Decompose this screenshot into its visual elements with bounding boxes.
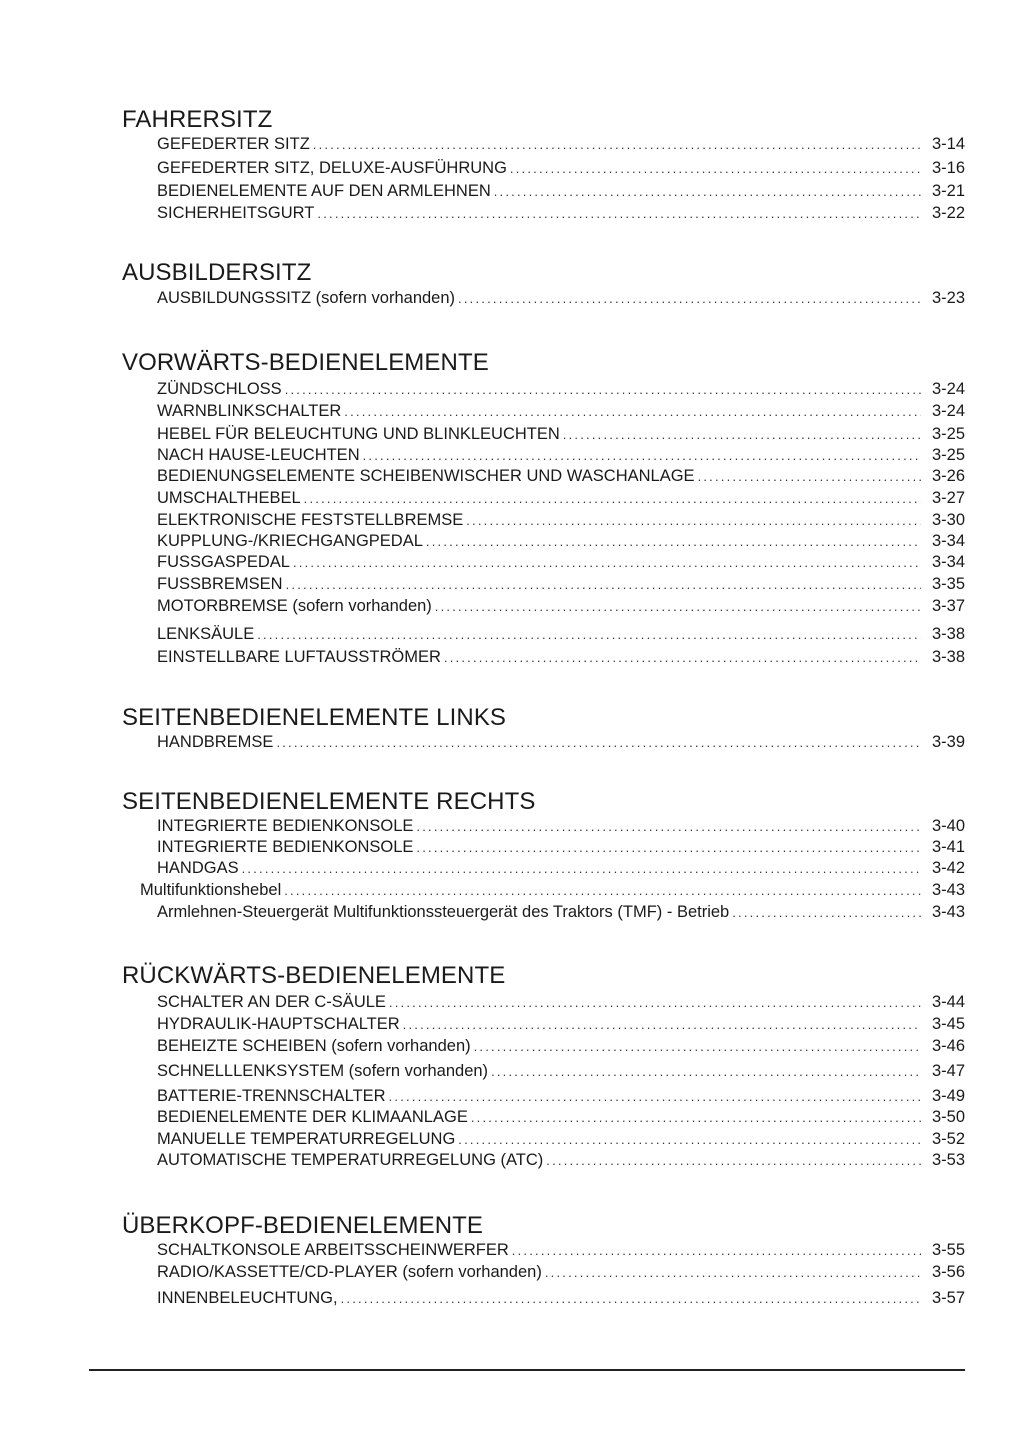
- section-title-ausbildersitz: AUSBILDERSITZ: [122, 259, 312, 286]
- toc-entry[interactable]: [157, 1240, 965, 1260]
- toc-entry[interactable]: [157, 158, 965, 178]
- section-title-seiten-rechts: SEITENBEDIENELEMENTE RECHTS: [122, 788, 536, 815]
- toc-entry-page: 3-14: [931, 135, 965, 153]
- toc-entry-label: UMSCHALTHEBEL: [157, 489, 301, 507]
- leader-dots: [426, 532, 921, 552]
- toc-entry-label: HEBEL FÜR BELEUCHTUNG UND BLINKLEUCHTEN: [157, 425, 560, 443]
- toc-entry-page: 3-39: [931, 733, 965, 751]
- leader-dots: [471, 1108, 921, 1128]
- toc-entry[interactable]: [157, 510, 965, 530]
- toc-entry-page: 3-24: [931, 380, 965, 398]
- toc-entry-page: 3-34: [931, 532, 965, 550]
- toc-entry-label: BEDIENUNGSELEMENTE SCHEIBENWISCHER UND WASCHANLAGE: [157, 467, 695, 485]
- toc-entry[interactable]: [157, 552, 965, 572]
- toc-entry-page: 3-57: [931, 1289, 965, 1307]
- leader-dots: [512, 1241, 921, 1261]
- toc-entry-label: SCHALTKONSOLE ARBEITSSCHEINWERFER: [157, 1241, 509, 1259]
- toc-entry-label: SCHNELLLENKSYSTEM (sofern vorhanden): [157, 1062, 489, 1080]
- toc-entry-page: 3-24: [931, 402, 965, 420]
- leader-dots: [416, 838, 921, 858]
- toc-entry-label: KUPPLUNG-/KRIECHGANGPEDAL: [157, 532, 423, 550]
- leader-dots: [416, 817, 921, 837]
- toc-entry-label: FUSSBREMSEN: [157, 575, 283, 593]
- toc-entry-page: 3-41: [931, 838, 965, 856]
- leader-dots: [304, 489, 921, 509]
- leader-dots: [444, 648, 921, 668]
- toc-entry[interactable]: [157, 1086, 965, 1106]
- toc-entry[interactable]: [157, 858, 965, 878]
- toc-entry-page: 3-21: [931, 182, 965, 200]
- leader-dots: [458, 1130, 921, 1150]
- section-title-ueberkopf: ÜBERKOPF-BEDIENELEMENTE: [122, 1212, 484, 1239]
- toc-entry-page: 3-50: [931, 1108, 965, 1126]
- toc-entry[interactable]: [157, 647, 965, 667]
- toc-entry[interactable]: [157, 1288, 965, 1308]
- toc-entry[interactable]: [157, 1061, 965, 1081]
- toc-entry-label: BATTERIE-TRENNSCHALTER: [157, 1087, 386, 1105]
- toc-entry[interactable]: [157, 531, 965, 551]
- leader-dots: [276, 733, 921, 753]
- toc-entry[interactable]: [157, 1262, 965, 1282]
- toc-entry-label: INTEGRIERTE BEDIENKONSOLE: [157, 817, 414, 835]
- leader-dots: [563, 425, 921, 445]
- toc-entry-page: 3-25: [931, 446, 965, 464]
- toc-entry-page: 3-27: [931, 489, 965, 507]
- toc-entry-label: Multifunktionshebel: [140, 881, 282, 899]
- toc-entry-label: WARNBLINKSCHALTER: [157, 402, 342, 420]
- toc-entry-page: 3-37: [931, 597, 965, 615]
- toc-entry-label: LENKSÄULE: [157, 625, 255, 643]
- toc-entry-label: GEFEDERTER SITZ, DELUXE-AUSFÜHRUNG: [157, 159, 507, 177]
- leader-dots: [344, 402, 921, 422]
- toc-entry[interactable]: [157, 401, 965, 421]
- leader-dots: [389, 1087, 921, 1107]
- toc-entry-page: 3-34: [931, 553, 965, 571]
- toc-entry[interactable]: [157, 574, 965, 594]
- leader-dots: [363, 446, 921, 466]
- leader-dots: [313, 135, 921, 155]
- toc-entry-page: 3-53: [931, 1151, 965, 1169]
- toc-entry-label: MOTORBREMSE (sofern vorhanden): [157, 597, 432, 615]
- toc-entry-page: 3-45: [931, 1015, 965, 1033]
- leader-dots: [317, 204, 921, 224]
- leader-dots: [284, 881, 921, 901]
- toc-entry[interactable]: [157, 624, 965, 644]
- toc-entry[interactable]: [157, 816, 965, 836]
- leader-dots: [285, 380, 921, 400]
- section-title-fahrersitz: FAHRERSITZ: [122, 106, 273, 133]
- leader-dots: [458, 289, 921, 309]
- toc-entry[interactable]: [157, 902, 965, 922]
- toc-entry-page: 3-23: [931, 289, 965, 307]
- toc-entry-label: ELEKTRONISCHE FESTSTELLBREMSE: [157, 511, 464, 529]
- leader-dots: [494, 182, 921, 202]
- leader-dots: [474, 1037, 921, 1057]
- leader-dots: [286, 575, 921, 595]
- toc-entry-label: MANUELLE TEMPERATURREGELUNG: [157, 1130, 456, 1148]
- leader-dots: [732, 903, 921, 923]
- leader-dots: [257, 625, 921, 645]
- toc-entry[interactable]: [157, 732, 965, 752]
- toc-entry-page: 3-49: [931, 1087, 965, 1105]
- toc-entry-page: 3-47: [931, 1062, 965, 1080]
- footer-rule: [89, 1369, 965, 1371]
- toc-entry-label: SICHERHEITSGURT: [157, 204, 315, 222]
- toc-entry[interactable]: [157, 288, 965, 308]
- toc-entry-label: HANDBREMSE: [157, 733, 274, 751]
- toc-entry-label: EINSTELLBARE LUFTAUSSTRÖMER: [157, 648, 441, 666]
- toc-entry[interactable]: [157, 466, 965, 486]
- toc-entry[interactable]: [157, 203, 965, 223]
- leader-dots: [491, 1062, 921, 1082]
- toc-entry-page: 3-38: [931, 648, 965, 666]
- toc-entry-page: 3-56: [931, 1263, 965, 1281]
- toc-entry[interactable]: [157, 379, 965, 399]
- toc-entry-label: Armlehnen-Steuergerät Multifunktionssteuergerät des Traktors (TMF) - Betrieb: [157, 903, 730, 921]
- toc-entry-page: 3-55: [931, 1241, 965, 1259]
- section-title-rueckwaerts: RÜCKWÄRTS-BEDIENELEMENTE: [122, 962, 506, 989]
- toc-entry-label: BEDIENELEMENTE DER KLIMAANLAGE: [157, 1108, 468, 1126]
- toc-entry-page: 3-30: [931, 511, 965, 529]
- toc-entry[interactable]: [157, 992, 965, 1012]
- toc-entry-page: 3-35: [931, 575, 965, 593]
- toc-entry[interactable]: [140, 880, 965, 900]
- leader-dots: [546, 1151, 921, 1171]
- toc-entry[interactable]: [157, 134, 965, 154]
- leader-dots: [389, 993, 921, 1013]
- section-title-vorwaerts: VORWÄRTS-BEDIENELEMENTE: [122, 349, 489, 376]
- toc-entry-label: BEHEIZTE SCHEIBEN (sofern vorhanden): [157, 1037, 471, 1055]
- toc-entry[interactable]: [157, 181, 965, 201]
- toc-entry[interactable]: [157, 1014, 965, 1034]
- toc-entry[interactable]: [157, 837, 965, 857]
- leader-dots: [545, 1263, 921, 1283]
- toc-entry-label: ZÜNDSCHLOSS: [157, 380, 282, 398]
- toc-entry-page: 3-43: [931, 881, 965, 899]
- toc-entry-page: 3-40: [931, 817, 965, 835]
- section-title-seiten-links: SEITENBEDIENELEMENTE LINKS: [122, 704, 507, 731]
- toc-entry[interactable]: [157, 1036, 965, 1056]
- leader-dots: [341, 1289, 921, 1309]
- toc-entry-label: NACH HAUSE-LEUCHTEN: [157, 446, 360, 464]
- toc-entry[interactable]: [157, 1129, 965, 1149]
- toc-entry-label: FUSSGASPEDAL: [157, 553, 290, 571]
- leader-dots: [466, 511, 921, 531]
- toc-entry[interactable]: [157, 488, 965, 508]
- toc-entry[interactable]: [157, 596, 965, 616]
- toc-entry-page: 3-25: [931, 425, 965, 443]
- leader-dots: [242, 859, 921, 879]
- toc-entry-page: 3-42: [931, 859, 965, 877]
- toc-entry[interactable]: [157, 445, 965, 465]
- leader-dots: [698, 467, 921, 487]
- leader-dots: [435, 597, 921, 617]
- toc-entry-label: HYDRAULIK-HAUPTSCHALTER: [157, 1015, 400, 1033]
- toc-entry[interactable]: [157, 424, 965, 444]
- toc-entry-label: BEDIENELEMENTE AUF DEN ARMLEHNEN: [157, 182, 491, 200]
- toc-entry-label: INNENBELEUCHTUNG,: [157, 1289, 338, 1307]
- toc-entry-page: 3-16: [931, 159, 965, 177]
- toc-entry-page: 3-44: [931, 993, 965, 1011]
- toc-entry-page: 3-22: [931, 204, 965, 222]
- toc-entry-label: INTEGRIERTE BEDIENKONSOLE: [157, 838, 414, 856]
- leader-dots: [403, 1015, 921, 1035]
- toc-entry-label: RADIO/KASSETTE/CD-PLAYER (sofern vorhanden): [157, 1263, 542, 1281]
- toc-entry[interactable]: [157, 1107, 965, 1127]
- toc-entry-page: 3-26: [931, 467, 965, 485]
- toc-entry-page: 3-46: [931, 1037, 965, 1055]
- leader-dots: [510, 159, 921, 179]
- leader-dots: [293, 553, 921, 573]
- toc-entry-label: HANDGAS: [157, 859, 239, 877]
- toc-entry-label: AUTOMATISCHE TEMPERATURREGELUNG (ATC): [157, 1151, 544, 1169]
- toc-entry-page: 3-43: [931, 903, 965, 921]
- toc-entry-page: 3-38: [931, 625, 965, 643]
- toc-entry-label: SCHALTER AN DER C-SÄULE: [157, 993, 386, 1011]
- toc-entry-page: 3-52: [931, 1130, 965, 1148]
- toc-entry-label: AUSBILDUNGSSITZ (sofern vorhanden): [157, 289, 456, 307]
- toc-entry-label: GEFEDERTER SITZ: [157, 135, 310, 153]
- toc-entry[interactable]: [157, 1150, 965, 1170]
